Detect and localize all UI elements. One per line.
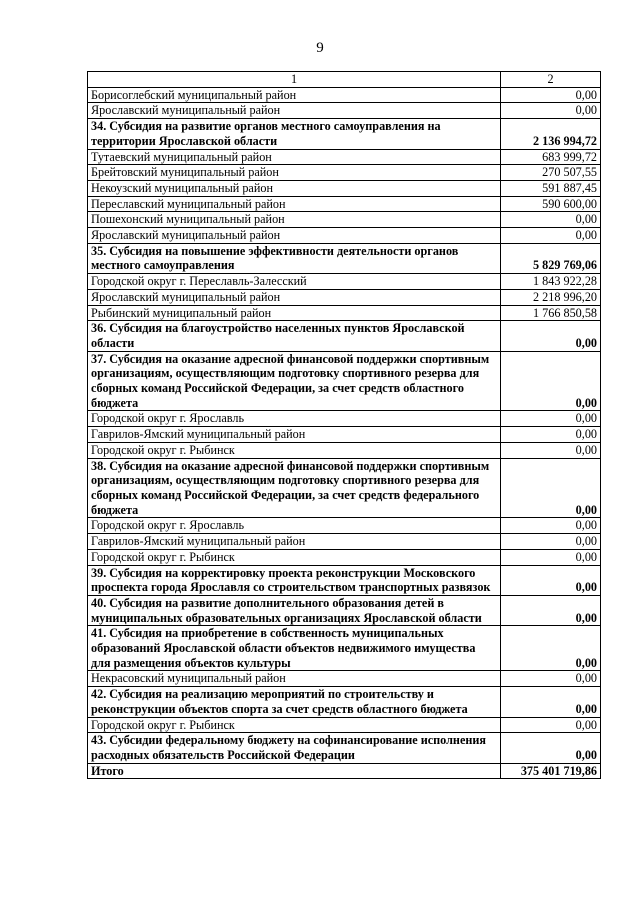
row-name: Ярославский муниципальный район bbox=[88, 228, 501, 244]
row-name: Переславский муниципальный район bbox=[88, 196, 501, 212]
table-section-row bbox=[88, 763, 601, 779]
row-name: Рыбинский муниципальный район bbox=[88, 305, 501, 321]
row-name: Городской округ г. Переславль-Залесский bbox=[88, 274, 501, 290]
table-row bbox=[88, 289, 601, 305]
table-row bbox=[88, 165, 601, 181]
table-row bbox=[88, 549, 601, 565]
table-row bbox=[88, 103, 601, 119]
row-name: Ярославский муниципальный район bbox=[88, 289, 501, 305]
row-value: 270 507,55 bbox=[501, 165, 601, 181]
table-row bbox=[88, 228, 601, 244]
row-name: 39. Субсидия на корректировку проекта реконструкции Московского проспекта города Ярославля со строительством транспортных развязок bbox=[88, 565, 501, 595]
table-row bbox=[88, 442, 601, 458]
row-name: Некрасовский муниципальный район bbox=[88, 671, 501, 687]
row-name: 41. Субсидия на приобретение в собственность муниципальных образований Ярославской области объектов недвижимого имущества для размещения объектов культуры bbox=[88, 626, 501, 671]
row-value: 591 887,45 bbox=[501, 180, 601, 196]
table-row bbox=[88, 180, 601, 196]
row-value: 1 843 922,28 bbox=[501, 274, 601, 290]
row-name: 36. Субсидия на благоустройство населенных пунктов Ярославской области bbox=[88, 321, 501, 351]
row-name: Брейтовский муниципальный район bbox=[88, 165, 501, 181]
row-name: Тутаевский муниципальный район bbox=[88, 149, 501, 165]
table-section-row bbox=[88, 733, 601, 763]
row-name: Ярославский муниципальный район bbox=[88, 103, 501, 119]
column-header-sum: 2 bbox=[501, 72, 601, 88]
row-value: 0,00 bbox=[501, 87, 601, 103]
row-value: 683 999,72 bbox=[501, 149, 601, 165]
row-value: 0,00 bbox=[501, 321, 601, 351]
table-section-row bbox=[88, 565, 601, 595]
row-name: 35. Субсидия на повышение эффективности деятельности органов местного самоуправления bbox=[88, 243, 501, 273]
table-section-row bbox=[88, 243, 601, 273]
row-name: 38. Субсидия на оказание адресной финансовой поддержки спортивным организациям, осуществляющим подготовку спортивного резерва для сборных команд Российской Федерации, за счет средств федерального бюджета bbox=[88, 458, 501, 518]
row-name: Городской округ г. Рыбинск bbox=[88, 549, 501, 565]
table-header-row bbox=[88, 72, 601, 88]
table-row bbox=[88, 274, 601, 290]
row-value: 5 829 769,06 bbox=[501, 243, 601, 273]
row-value: 0,00 bbox=[501, 595, 601, 625]
row-name: Итого bbox=[88, 763, 501, 779]
row-value: 0,00 bbox=[501, 626, 601, 671]
row-value: 590 600,00 bbox=[501, 196, 601, 212]
row-name: 42. Субсидия на реализацию мероприятий по строительству и реконструкции объектов спорта за счет средств областного бюджета bbox=[88, 687, 501, 717]
row-value: 2 218 996,20 bbox=[501, 289, 601, 305]
row-name: Городской округ г. Ярославль bbox=[88, 411, 501, 427]
row-name: Городской округ г. Ярославль bbox=[88, 518, 501, 534]
row-value: 0,00 bbox=[501, 228, 601, 244]
row-value: 0,00 bbox=[501, 458, 601, 518]
row-value: 0,00 bbox=[501, 411, 601, 427]
table-body bbox=[88, 87, 601, 779]
row-name: 43. Субсидии федеральному бюджету на софинансирование исполнения расходных обязательств Российской Федерации bbox=[88, 733, 501, 763]
table-row bbox=[88, 196, 601, 212]
table-row bbox=[88, 87, 601, 103]
row-value: 2 136 994,72 bbox=[501, 119, 601, 149]
row-value: 0,00 bbox=[501, 212, 601, 228]
row-name: Гаврилов-Ямский муниципальный район bbox=[88, 427, 501, 443]
row-name: Борисоглебский муниципальный район bbox=[88, 87, 501, 103]
row-name: 37. Субсидия на оказание адресной финансовой поддержки спортивным организациям, осуществляющим подготовку спортивного резерва для сборных команд Российской Федерации, за счет средств областного бюджета bbox=[88, 351, 501, 411]
table-row bbox=[88, 717, 601, 733]
row-name: Пошехонский муниципальный район bbox=[88, 212, 501, 228]
row-name: Городской округ г. Рыбинск bbox=[88, 442, 501, 458]
row-value: 0,00 bbox=[501, 518, 601, 534]
table-section-row bbox=[88, 687, 601, 717]
row-value: 0,00 bbox=[501, 427, 601, 443]
row-value: 0,00 bbox=[501, 103, 601, 119]
row-name: Городской округ г. Рыбинск bbox=[88, 717, 501, 733]
column-header-name: 1 bbox=[88, 72, 501, 88]
row-value: 0,00 bbox=[501, 442, 601, 458]
table-row bbox=[88, 149, 601, 165]
table-row bbox=[88, 671, 601, 687]
table-section-row bbox=[88, 351, 601, 411]
row-value: 375 401 719,86 bbox=[501, 763, 601, 779]
table-row bbox=[88, 427, 601, 443]
table-section-row bbox=[88, 626, 601, 671]
row-value: 0,00 bbox=[501, 351, 601, 411]
page-number: 9 bbox=[316, 40, 324, 56]
row-value: 0,00 bbox=[501, 717, 601, 733]
row-value: 0,00 bbox=[501, 733, 601, 763]
table-section-row bbox=[88, 595, 601, 625]
row-value: 0,00 bbox=[501, 687, 601, 717]
row-name: 40. Субсидия на развитие дополнительного образования детей в муниципальных образовательных организациях Ярославской области bbox=[88, 595, 501, 625]
row-name: Некоузский муниципальный район bbox=[88, 180, 501, 196]
subsidy-table bbox=[87, 71, 601, 779]
row-value: 1 766 850,58 bbox=[501, 305, 601, 321]
row-value: 0,00 bbox=[501, 671, 601, 687]
table-row bbox=[88, 534, 601, 550]
table-row bbox=[88, 212, 601, 228]
table-row bbox=[88, 411, 601, 427]
table-section-row bbox=[88, 458, 601, 518]
table-section-row bbox=[88, 321, 601, 351]
table-row bbox=[88, 518, 601, 534]
table-row bbox=[88, 305, 601, 321]
row-name: 34. Субсидия на развитие органов местного самоуправления на территории Ярославской области bbox=[88, 119, 501, 149]
table-section-row bbox=[88, 119, 601, 149]
row-name: Гаврилов-Ямский муниципальный район bbox=[88, 534, 501, 550]
row-value: 0,00 bbox=[501, 549, 601, 565]
row-value: 0,00 bbox=[501, 534, 601, 550]
row-value: 0,00 bbox=[501, 565, 601, 595]
